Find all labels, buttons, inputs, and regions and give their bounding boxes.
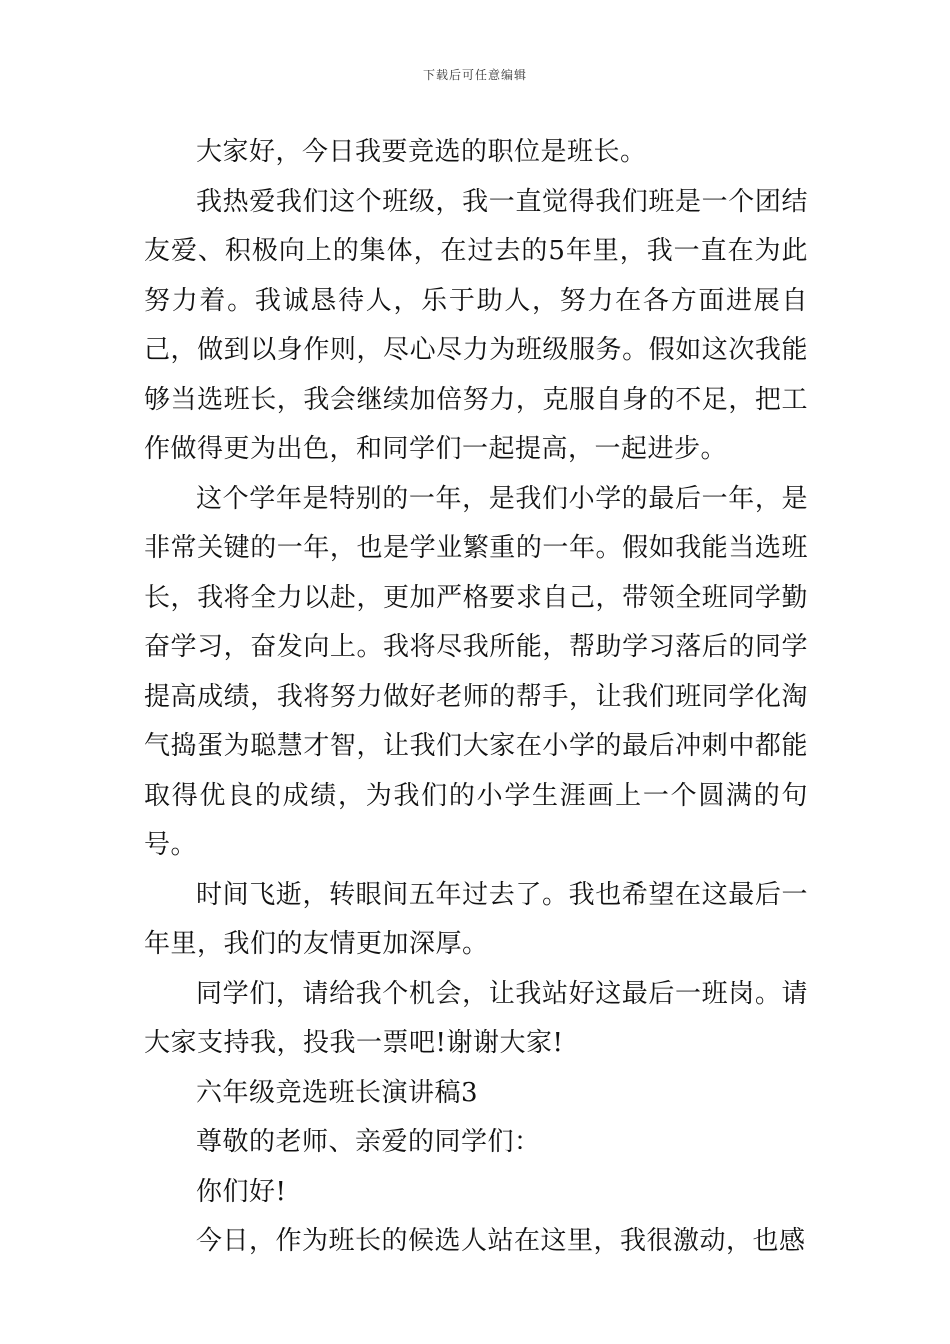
paragraph-hello: 你们好!: [196, 1176, 287, 1207]
paragraph-time-flies: 时间飞逝，转眼间五年过去了。我也希望在这最后一年里，我们的友情更加深厚。: [144, 879, 808, 959]
paragraph-today: 今日，作为班长的候选人站在这里，我很激动，也感: [196, 1226, 806, 1256]
paragraph-greeting: 大家好，今日我要竞选的职位是班长。: [196, 137, 647, 167]
document-body: [144, 128, 808, 1267]
paragraph-request-vote: 同学们，请给我个机会，让我站好这最后一班岗。请大家支持我，投我一票吧!谢谢大家!: [144, 978, 808, 1058]
paragraph-salutation: 尊敬的老师、亲爱的同学们：: [196, 1127, 541, 1157]
paragraph-final-year: 这个学年是特别的一年，是我们小学的最后一年，是非常关键的一年，也是学业繁重的一年。假如我能当选班长，我将全力以赴，更加严格要求自己，带领全班同学勤奋学习，奋发向上。我将尽我所能，帮助学习落后的同学提高成绩，我将努力做好老师的帮手，让我们班同学化淘气捣蛋为聪慧才智，让我们大家在小学的最后冲刺中都能取得优良的成绩，为我们的小学生涯画上一个圆满的句号。: [144, 483, 808, 860]
paragraph-love-class: 我热爱我们这个班级，我一直觉得我们班是一个团结友爱、积极向上的集体，在过去的5年里，我一直在为此努力着。我诚恳待人，乐于助人，努力在各方面进展自己，做到以身作则，尽心尽力为班级服务。假如这次我能够当选班长，我会继续加倍努力，克服自身的不足，把工作做得更为出色，和同学们一起提高，一起进步。: [144, 186, 808, 464]
section-title: 六年级竞选班长演讲稿3: [196, 1077, 479, 1108]
header-note: 下载后可任意编辑: [422, 68, 527, 82]
